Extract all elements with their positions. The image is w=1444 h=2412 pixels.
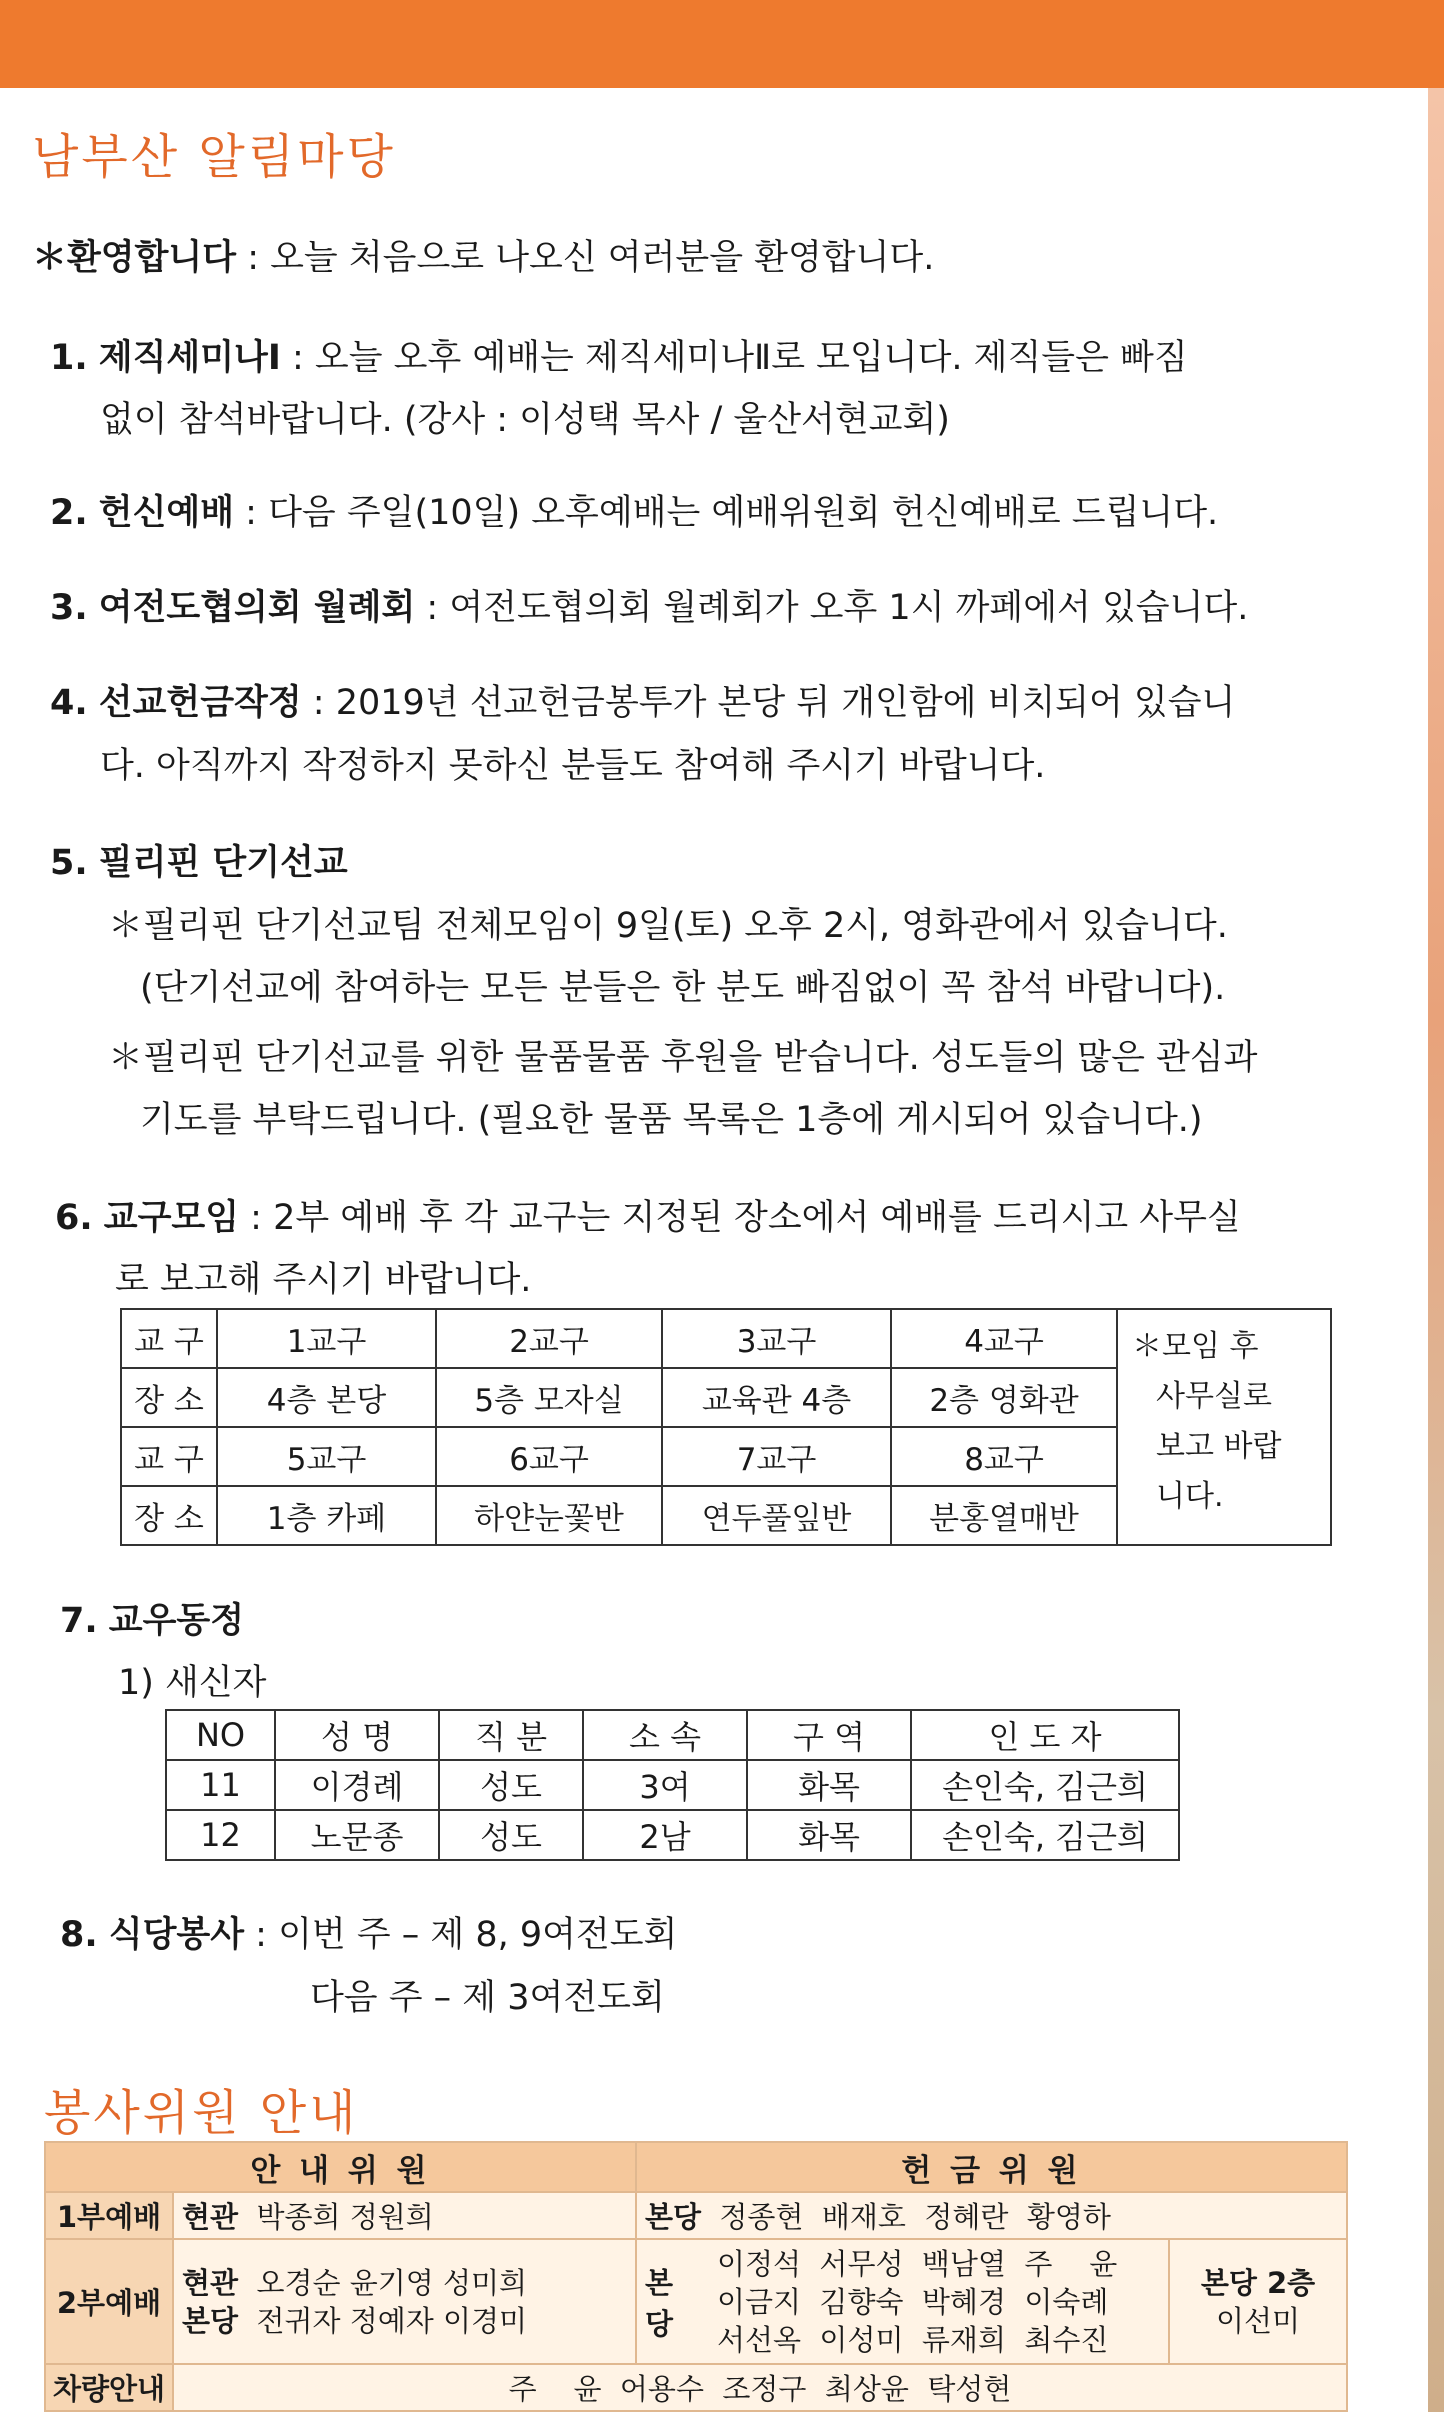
notice-8-title: 식당봉사 <box>108 1915 245 1955</box>
notice-6-text: : 2부 예배 후 각 교구는 지정된 장소에서 예배를 드리시고 사무실 <box>239 1198 1241 1238</box>
service-1-label: 1부예배 <box>45 2192 173 2239</box>
offering-place: 본당 <box>644 2200 701 2234</box>
service-2-label: 2부예배 <box>45 2239 173 2364</box>
notice-1-text-cont: 없이 참석바랍니다. (강사 : 이성택 목사 / 울산서현교회) <box>100 400 950 440</box>
page-title: 남부산 알림마당 <box>32 129 396 185</box>
offering-place: 본당 <box>636 2239 709 2364</box>
table-row <box>45 2192 1347 2239</box>
table-cell: 2남 <box>583 1810 747 1860</box>
table-cell: 4교구 <box>891 1309 1117 1368</box>
table-row <box>166 1810 1179 1860</box>
notice-6 <box>55 1190 1241 1240</box>
district-note <box>1117 1309 1331 1545</box>
table-cell: 연두풀잎반 <box>662 1486 891 1545</box>
guide-names: 오경순 윤기영 성미희 <box>256 2265 528 2300</box>
table-header-cell: 직 분 <box>439 1710 583 1760</box>
table-cell: 교육관 4층 <box>662 1368 891 1427</box>
table-cell: 2층 영화관 <box>891 1368 1117 1427</box>
service-1-guide <box>173 2192 636 2239</box>
notice-5-title: 필리핀 단기선교 <box>98 843 348 883</box>
district-note-line: 니다. <box>1156 1479 1224 1514</box>
notice-7-title: 교우동정 <box>108 1601 245 1641</box>
notice-1 <box>50 330 1188 380</box>
notice-7-number: 7. <box>60 1601 98 1641</box>
table-cell: 성도 <box>439 1760 583 1810</box>
notice-4 <box>50 675 1235 725</box>
offering-names: 이정석 서무성 백남열 주 윤 <box>716 2246 1118 2281</box>
table-cell: 3여 <box>583 1760 747 1810</box>
guide-names: 전귀자 정예자 이경미 <box>256 2303 528 2338</box>
table-cell: 2교구 <box>436 1309 662 1368</box>
notice-3 <box>50 580 1248 630</box>
table-cell: 5층 모자실 <box>436 1368 662 1427</box>
table-cell: 5교구 <box>217 1427 436 1486</box>
notice-5-bullet-1: ＊필리핀 단기선교팀 전체모임이 9일(토) 오후 2시, 영화관에서 있습니다. <box>108 906 1228 946</box>
table-cell: 장 소 <box>121 1486 217 1545</box>
district-meeting-table <box>120 1308 1332 1546</box>
table-cell: 분홍열매반 <box>891 1486 1117 1545</box>
service-2-guide <box>173 2239 636 2364</box>
table-header-cell: 구 역 <box>747 1710 911 1760</box>
notice-6-number: 6. <box>55 1198 93 1238</box>
table-cell: 7교구 <box>662 1427 891 1486</box>
table-cell: 12 <box>166 1810 275 1860</box>
notice-3-title: 여전도협의회 월례회 <box>98 588 416 628</box>
table-cell: 6교구 <box>436 1427 662 1486</box>
notice-8-text: : 이번 주 – 제 8, 9여전도회 <box>244 1915 678 1955</box>
welcome-notice <box>32 230 934 280</box>
table-cell: 장 소 <box>121 1368 217 1427</box>
notice-7-subtitle: 1) 새신자 <box>118 1663 267 1703</box>
table-cell: 손인숙, 김근희 <box>911 1810 1179 1860</box>
table-cell: 3교구 <box>662 1309 891 1368</box>
offering-names: 이금지 김향숙 박혜경 이숙례 <box>716 2284 1109 2319</box>
extra-name: 이선미 <box>1215 2303 1301 2338</box>
table-header-cell: NO <box>166 1710 275 1760</box>
notice-2-number: 2. <box>50 493 88 533</box>
offering-names: 정종현 배재호 정혜란 황영하 <box>719 2200 1111 2234</box>
table-cell: 교 구 <box>121 1427 217 1486</box>
notice-8 <box>60 1907 677 1957</box>
notice-8-number: 8. <box>60 1915 98 1955</box>
service-1-offering <box>636 2192 1347 2239</box>
guide-header: 안 내 위 원 <box>45 2142 636 2192</box>
district-note-line: 보고 바랍 <box>1156 1429 1282 1464</box>
table-cell: 4층 본당 <box>217 1368 436 1427</box>
table-header-cell: 인 도 자 <box>911 1710 1179 1760</box>
notice-1-number: 1. <box>50 338 88 378</box>
notice-3-text: : 여전도협의회 월례회가 오후 1시 까페에서 있습니다. <box>415 588 1249 628</box>
newcomer-table <box>165 1709 1180 1861</box>
table-cell: 하얀눈꽃반 <box>436 1486 662 1545</box>
notice-2 <box>50 485 1218 535</box>
offering-names: 서선옥 이성미 류재희 최수진 <box>716 2322 1109 2357</box>
table-cell: 교 구 <box>121 1309 217 1368</box>
table-row <box>45 2364 1347 2411</box>
guide-place: 현관 <box>182 2200 239 2234</box>
notice-2-title: 헌신예배 <box>98 493 235 533</box>
vehicle-names: 주 윤 어용수 조정구 최상윤 탁성현 <box>173 2364 1347 2411</box>
notice-5-bullet-2-cont: 기도를 부탁드립니다. (필요한 물품 목록은 1층에 게시되어 있습니다.) <box>140 1100 1203 1140</box>
top-color-bar <box>0 0 1444 88</box>
notice-7 <box>60 1593 244 1643</box>
notice-4-text-cont: 다. 아직까지 작정하지 못하신 분들도 참여해 주시기 바랍니다. <box>100 746 1046 786</box>
service-2-offering <box>709 2239 1169 2364</box>
notice-3-number: 3. <box>50 588 88 628</box>
notice-6-text-cont: 로 보고해 주시기 바랍니다. <box>115 1260 532 1300</box>
table-header-cell: 성 명 <box>275 1710 439 1760</box>
table-header-row <box>166 1710 1179 1760</box>
notice-5-bullet-1-cont: (단기선교에 참여하는 모든 분들은 한 분도 빠짐없이 꼭 참석 바랍니다). <box>140 968 1226 1008</box>
notice-6-title: 교구모임 <box>103 1198 240 1238</box>
table-cell: 성도 <box>439 1810 583 1860</box>
guide-names: 박종희 정원희 <box>256 2200 434 2234</box>
notice-1-text: : 오늘 오후 예배는 제직세미나Ⅱ로 모입니다. 제직들은 빠짐 <box>280 338 1188 378</box>
welcome-text: : 오늘 처음으로 나오신 여러분을 환영합니다. <box>236 238 935 278</box>
notice-8-text-cont: 다음 주 – 제 3여전도회 <box>310 1978 665 2018</box>
table-cell: 이경례 <box>275 1760 439 1810</box>
table-cell: 1교구 <box>217 1309 436 1368</box>
district-note-line: 사무실로 <box>1156 1379 1272 1414</box>
table-row <box>166 1760 1179 1810</box>
table-cell: 화목 <box>747 1760 911 1810</box>
table-row <box>121 1309 1331 1368</box>
vehicle-label: 차량안내 <box>45 2364 173 2411</box>
table-cell: 화목 <box>747 1810 911 1860</box>
table-cell: 8교구 <box>891 1427 1117 1486</box>
table-row <box>45 2239 1347 2364</box>
offering-header: 헌 금 위 원 <box>636 2142 1347 2192</box>
table-cell: 손인숙, 김근희 <box>911 1760 1179 1810</box>
guide-place: 현관 <box>182 2265 239 2300</box>
guide-line <box>182 2302 627 2340</box>
district-note-line: ＊모임 후 <box>1132 1329 1259 1364</box>
table-cell: 노문종 <box>275 1810 439 1860</box>
table-header-row <box>45 2142 1347 2192</box>
notice-5-bullet-2: ＊필리핀 단기선교를 위한 물품물품 후원을 받습니다. 성도들의 많은 관심과 <box>108 1038 1258 1078</box>
volunteers-table <box>44 2141 1348 2412</box>
extra-place: 본당 2층 <box>1200 2265 1316 2300</box>
notice-4-text: : 2019년 선교헌금봉투가 본당 뒤 개인함에 비치되어 있습니 <box>301 683 1236 723</box>
notice-4-title: 선교헌금작정 <box>98 683 302 723</box>
notice-4-number: 4. <box>50 683 88 723</box>
service-2-extra <box>1169 2239 1347 2364</box>
page-edge-strip <box>1428 88 1444 2412</box>
notice-1-title: 제직세미나Ⅰ <box>98 338 281 378</box>
notice-5-number: 5. <box>50 843 88 883</box>
table-cell: 11 <box>166 1760 275 1810</box>
notice-5 <box>50 835 348 885</box>
guide-line <box>182 2264 627 2302</box>
table-header-cell: 소 속 <box>583 1710 747 1760</box>
volunteers-title: 봉사위원 안내 <box>44 2085 359 2141</box>
welcome-title: ＊환영합니다 <box>32 238 237 278</box>
notice-2-text: : 다음 주일(10일) 오후예배는 예배위원회 헌신예배로 드립니다. <box>234 493 1219 533</box>
guide-place: 본당 <box>182 2303 239 2338</box>
table-cell: 1층 카페 <box>217 1486 436 1545</box>
